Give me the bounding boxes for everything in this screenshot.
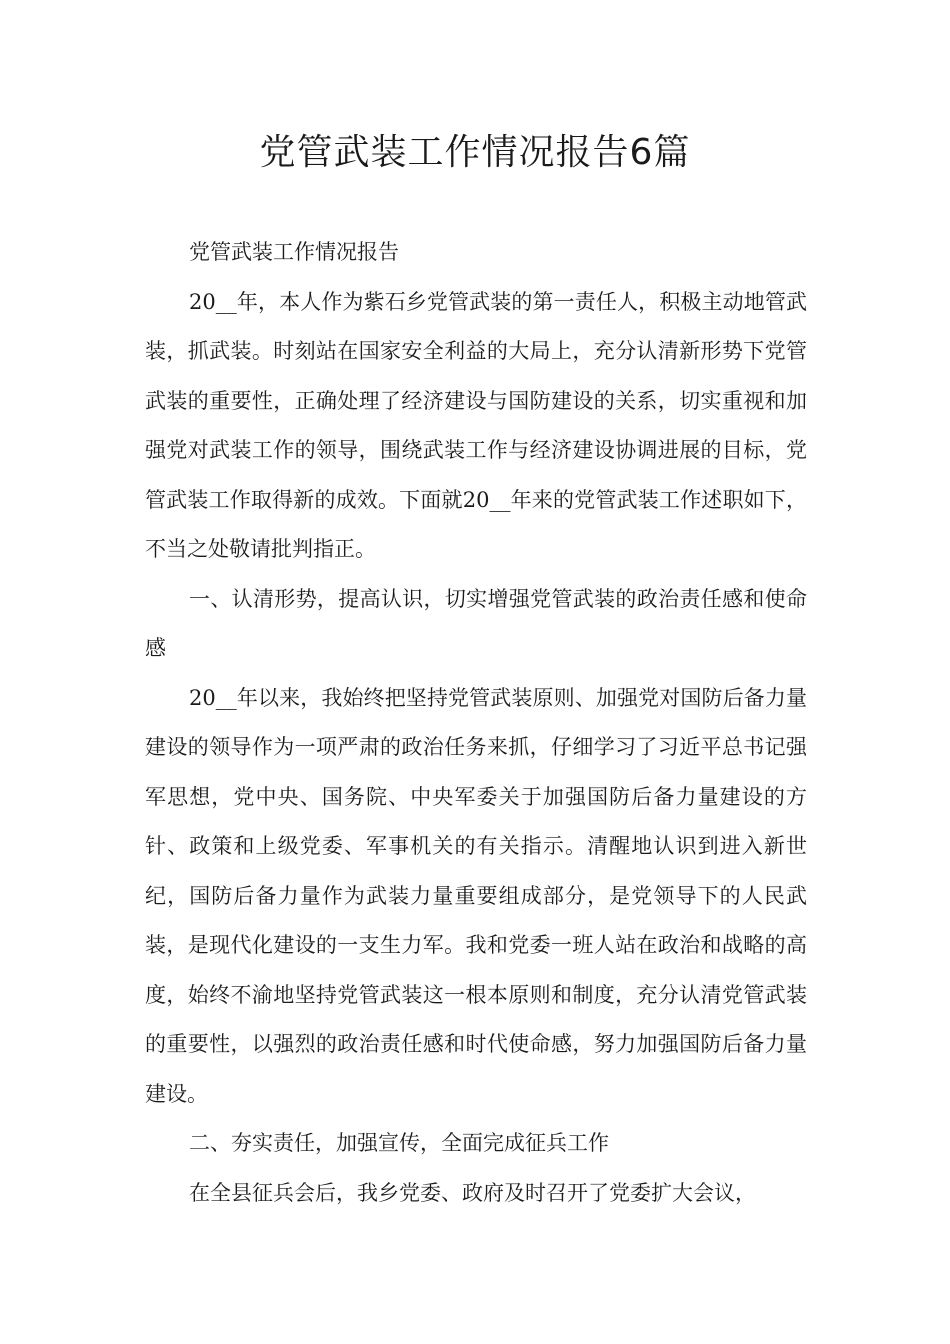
- document-title: 党管武装工作情况报告6篇: [259, 132, 691, 173]
- section-heading-2: 二、夯实责任，加强宣传，全面完成征兵工作: [189, 1131, 609, 1155]
- document-body: [145, 228, 807, 1218]
- subtitle-paragraph: 党管武装工作情况报告: [189, 240, 399, 264]
- intro-paragraph: 20__年，本人作为紫石乡党管武装的第一责任人，积极主动地管武装，抓武装。时刻站在国家安全利益的大局上，充分认清新形势下党管武装的重要性，正确处理了经济建设与国防建设的关系，切实重视和加强党对武装工作的领导，围绕武装工作与经济建设协调进展的目标，党管武装工作取得新的成效。下面就20__年来的党管武装工作述职如下，不当之处敬请批判指正。: [145, 289, 807, 561]
- section-2-paragraph: 在全县征兵会后，我乡党委、政府及时召开了党委扩大会议，: [189, 1180, 756, 1205]
- section-1-paragraph: 20__年以来，我始终把坚持党管武装原则、加强党对国防后备力量建设的领导作为一项严肃的政治任务来抓，仔细学习了习近平总书记强军思想，党中央、国务院、中央军委关于加强国防后备力量建设的方针、政策和上级党委、军事机关的有关指示。清醒地认识到进入新世纪，国防后备力量作为武装力量重要组成部分，是党领导下的人民武装，是现代化建设的一支生力军。我和党委一班人站在政治和战略的高度，始终不渝地坚持党管武装这一根本原则和制度，充分认清党管武装的重要性，以强烈的政治责任感和时代使命感，努力加强国防后备力量建设。: [145, 685, 807, 1106]
- section-heading-1: 一、认清形势，提高认识，切实增强党管武装的政治责任感和使命感: [145, 586, 807, 660]
